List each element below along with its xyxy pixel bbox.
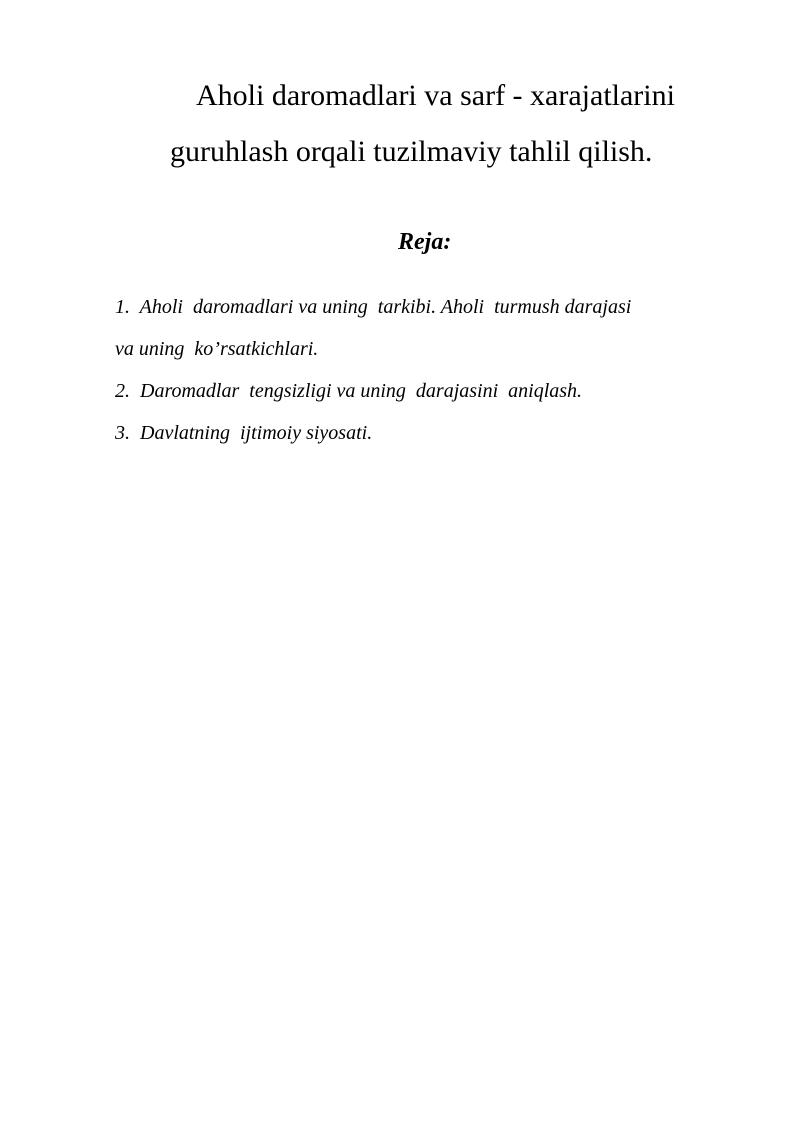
plan-item-3: 3. Davlatning ijtimoiy siyosati. — [115, 422, 373, 444]
plan-heading: Reja: — [398, 229, 452, 255]
plan-item-1-continuation: va uning ko’rsatkichlari. — [115, 338, 319, 360]
document-title-line-1: Aholi daromadlari va sarf - xarajatlarini — [196, 79, 675, 112]
plan-item-1: 1. Aholi daromadlari va uning tarkibi. Aholi turmush darajasi — [115, 296, 632, 318]
plan-item-2: 2. Daromadlar tengsizligi va uning darajasini aniqlash. — [115, 380, 583, 402]
document-title-line-2: guruhlash orqali tuzilmaviy tahlil qilish. — [170, 135, 653, 168]
